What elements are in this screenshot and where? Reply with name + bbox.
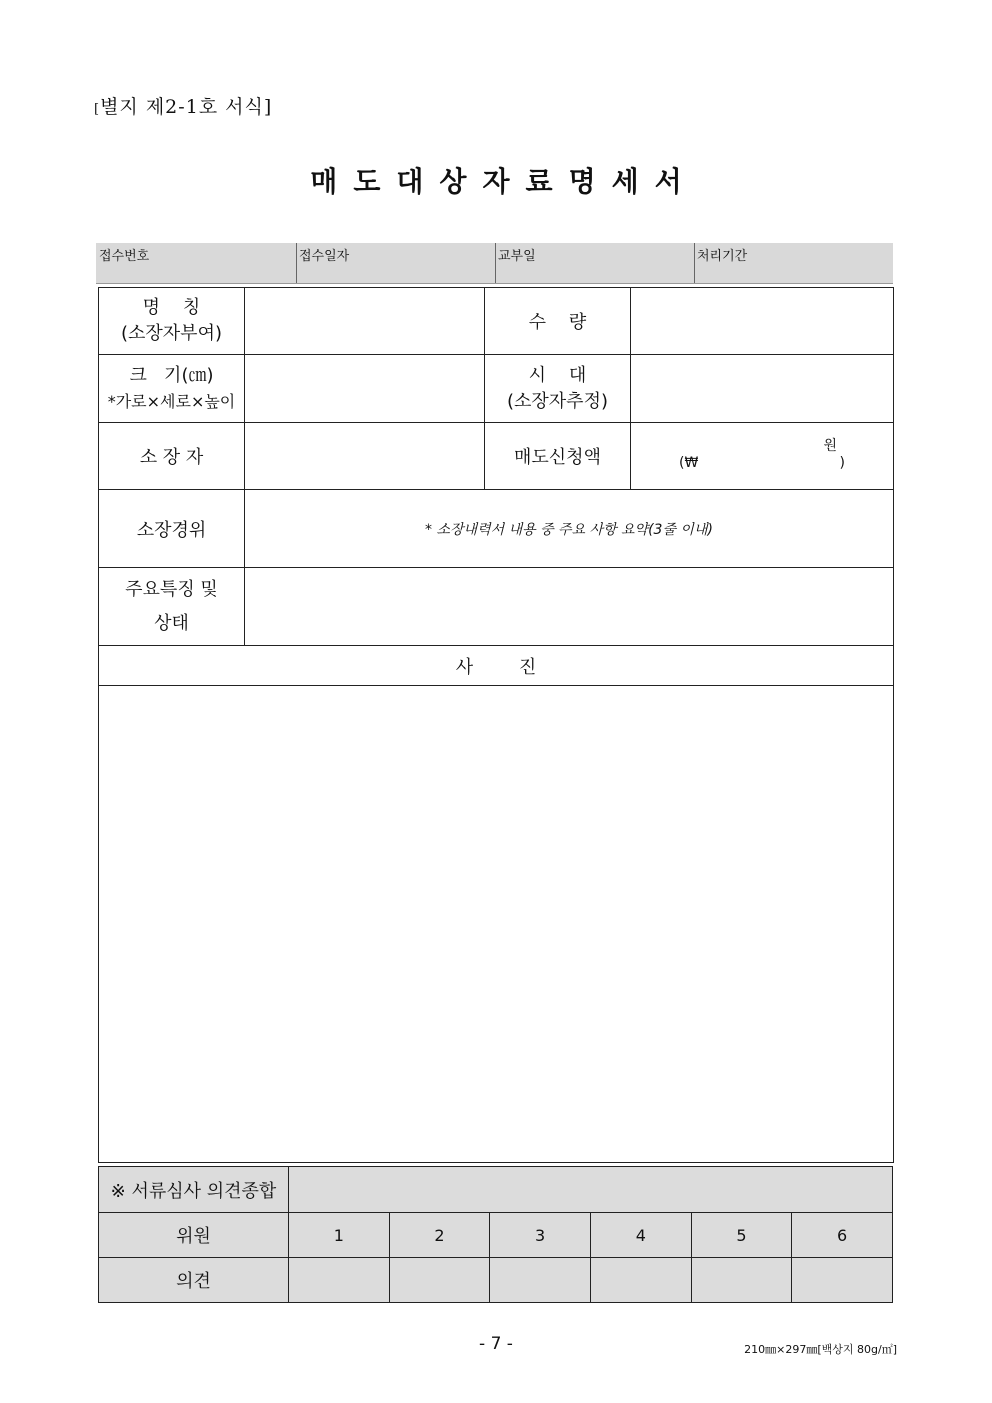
member-number: 6 (792, 1213, 893, 1258)
member-label: 위원 (99, 1213, 289, 1258)
delivery-date-field[interactable] (495, 243, 694, 283)
opinion-input-4[interactable] (590, 1258, 691, 1303)
opinion-input-6[interactable] (792, 1258, 893, 1303)
item-detail-table (98, 287, 894, 1163)
history-input[interactable] (245, 490, 894, 568)
opinion-input-3[interactable] (490, 1258, 591, 1303)
opinion-input-1[interactable] (289, 1258, 390, 1303)
name-label-cell (99, 288, 245, 355)
price-input[interactable] (631, 423, 894, 490)
review-summary-label: ※ 서류심사 의견종합 (99, 1167, 289, 1213)
era-sublabel: (소장자추정) (507, 390, 608, 412)
history-label: 소장경위 (99, 490, 245, 568)
opinion-input-5[interactable] (691, 1258, 792, 1303)
era-input[interactable] (631, 355, 894, 423)
era-label: 시 대 (528, 364, 587, 386)
price-close-paren: ) (839, 455, 845, 471)
member-number: 3 (490, 1213, 591, 1258)
paper-spec: 210㎜×297㎜[백상지 80g/㎡] (744, 1343, 897, 1356)
owner-label: 소 장 자 (99, 423, 245, 490)
reception-strip (96, 243, 893, 284)
member-number: 5 (691, 1213, 792, 1258)
review-table (98, 1166, 893, 1303)
price-label: 매도신청액 (485, 423, 631, 490)
price-unit: 원 (823, 438, 837, 454)
receipt-date-field[interactable] (296, 243, 495, 283)
form-label-close-bracket: ] (263, 96, 273, 118)
opinion-input-2[interactable] (389, 1258, 490, 1303)
era-label-cell (485, 355, 631, 423)
history-note: * 소장내력서 내용 중 주요 사항 요약(3줄 이내) (425, 522, 713, 538)
quantity-input[interactable] (631, 288, 894, 355)
form-label-text: 별지 제2-1호 서식 (100, 96, 264, 118)
processing-period-field[interactable] (694, 243, 893, 283)
features-label-line2: 상태 (154, 612, 189, 634)
member-number: 1 (289, 1213, 390, 1258)
page-number: - 7 - (479, 1334, 513, 1354)
processing-period-label: 처리기간 (697, 249, 748, 264)
features-label: 주요특징 및 (125, 578, 218, 600)
form-label-open-bracket: [ (94, 102, 101, 117)
quantity-label: 수 량 (485, 288, 631, 355)
size-input[interactable] (245, 355, 485, 423)
owner-input[interactable] (245, 423, 485, 490)
member-number: 2 (389, 1213, 490, 1258)
form-number-label (94, 92, 272, 119)
size-sublabel: *가로×세로×높이 (107, 391, 236, 411)
name-input[interactable] (245, 288, 485, 355)
document-title: 매도대상자료명세서 (310, 165, 698, 198)
size-label: 크 기(㎝) (129, 364, 214, 386)
price-won-box (631, 423, 893, 489)
receipt-number-field[interactable] (96, 243, 296, 283)
member-number: 4 (590, 1213, 691, 1258)
price-open-paren: (₩ (679, 455, 699, 471)
features-label-cell (99, 568, 245, 646)
review-summary-input[interactable] (289, 1167, 893, 1213)
photo-header: 사 진 (99, 646, 894, 686)
size-label-cell (99, 355, 245, 423)
receipt-number-label: 접수번호 (99, 249, 150, 264)
receipt-date-label: 접수일자 (299, 249, 350, 264)
opinion-label: 의견 (99, 1258, 289, 1303)
delivery-date-label: 교부일 (498, 249, 536, 264)
photo-area[interactable] (99, 686, 894, 1163)
features-input[interactable] (245, 568, 894, 646)
name-sublabel: (소장자부여) (121, 323, 222, 344)
name-label: 명 칭 (142, 297, 201, 318)
